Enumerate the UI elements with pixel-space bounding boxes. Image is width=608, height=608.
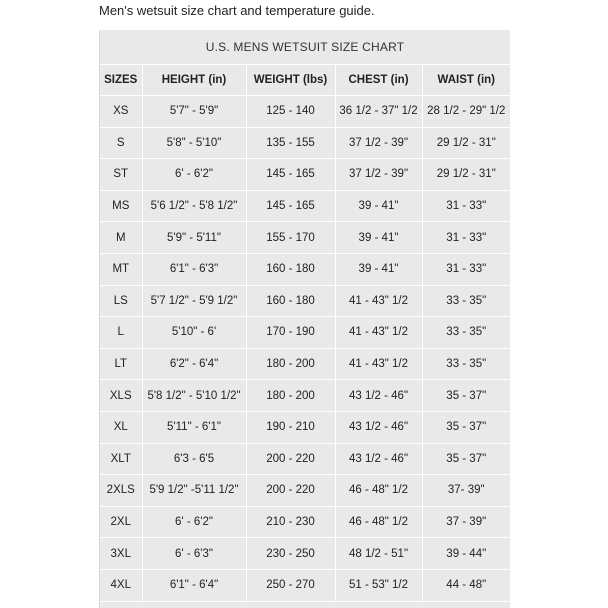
table-row [100, 127, 510, 159]
size-chart [99, 30, 510, 608]
weight-cell: 190 - 210 [246, 411, 335, 443]
chest-cell: 46 - 48" 1/2 [335, 506, 422, 538]
height-cell: 5'8" - 5'10" [142, 127, 246, 159]
chest-cell: 39 - 41" [335, 190, 422, 222]
chest-cell: 48 1/2 - 51" [335, 538, 422, 570]
size-cell: XLT [100, 443, 142, 475]
weight-cell: 250 - 270 [246, 569, 335, 601]
waist-cell: 35 - 37" [422, 411, 510, 443]
size-cell: XS [100, 96, 142, 128]
chest-cell: 41 - 43" 1/2 [335, 348, 422, 380]
weight-cell: 170 - 190 [246, 317, 335, 349]
waist-cell: 35 - 37" [422, 380, 510, 412]
height-cell: 5'10" - 6' [142, 317, 246, 349]
height-cell: 5'11" - 6'1" [142, 411, 246, 443]
waist-cell: 44 - 48" [422, 569, 510, 601]
weight-cell: 210 - 230 [246, 506, 335, 538]
weight-cell: 145 - 165 [246, 190, 335, 222]
waist-cell: 33 - 35" [422, 285, 510, 317]
header-waist: WAIST (in) [422, 65, 510, 96]
header-sizes: SIZES [100, 65, 142, 96]
size-cell: M [100, 222, 142, 254]
chest-cell: 43 1/2 - 46" [335, 443, 422, 475]
header-chest: CHEST (in) [335, 65, 422, 96]
weight-cell: 155 - 170 [246, 222, 335, 254]
height-cell: 6' - 6'2" [142, 159, 246, 191]
height-cell: 5'9 1/2" -5'11 1/2" [142, 475, 246, 507]
height-cell: 5'8 1/2" - 5'10 1/2" [142, 380, 246, 412]
chest-cell: 37 1/2 - 39" [335, 159, 422, 191]
chest-cell: 36 1/2 - 37" 1/2 [335, 96, 422, 128]
size-rows [100, 96, 510, 602]
chest-cell: 41 - 43" 1/2 [335, 285, 422, 317]
waist-cell: 29 1/2 - 31" [422, 127, 510, 159]
table-row [100, 348, 510, 380]
height-cell: 5'9" - 5'11" [142, 222, 246, 254]
weight-cell: 200 - 220 [246, 443, 335, 475]
waist-cell: 35 - 37" [422, 443, 510, 475]
height-cell: 6'2" - 6'4" [142, 348, 246, 380]
size-cell: LS [100, 285, 142, 317]
table-row [100, 380, 510, 412]
height-cell: 6'1" - 6'4" [142, 569, 246, 601]
waist-cell: 28 1/2 - 29" 1/2 [422, 96, 510, 128]
chest-cell: 39 - 41" [335, 253, 422, 285]
waist-cell: 31 - 33" [422, 253, 510, 285]
height-cell: 5'7 1/2" - 5'9 1/2" [142, 285, 246, 317]
weight-cell: 230 - 250 [246, 538, 335, 570]
height-cell: 6' - 6'3" [142, 538, 246, 570]
chest-cell: 41 - 43" 1/2 [335, 317, 422, 349]
table-row [100, 222, 510, 254]
table-row [100, 159, 510, 191]
weight-cell: 180 - 200 [246, 380, 335, 412]
weight-cell: 125 - 140 [246, 96, 335, 128]
size-cell: 2XL [100, 506, 142, 538]
table-row [100, 569, 510, 601]
size-cell: MT [100, 253, 142, 285]
size-chart-title: U.S. MENS WETSUIT SIZE CHART [100, 30, 510, 65]
waist-cell: 33 - 35" [422, 348, 510, 380]
height-cell: 6'1" - 6'3" [142, 253, 246, 285]
header-row [100, 65, 510, 96]
table-row [100, 96, 510, 128]
waist-cell: 33 - 35" [422, 317, 510, 349]
height-cell: 5'7" - 5'9" [142, 96, 246, 128]
table-row [100, 506, 510, 538]
waist-cell: 29 1/2 - 31" [422, 159, 510, 191]
weight-cell: 145 - 165 [246, 159, 335, 191]
weight-cell: 160 - 180 [246, 253, 335, 285]
size-cell: ST [100, 159, 142, 191]
header-height: HEIGHT (in) [142, 65, 246, 96]
waist-cell: 37- 39" [422, 475, 510, 507]
size-cell: 3XL [100, 538, 142, 570]
size-cell: MS [100, 190, 142, 222]
table-row [100, 285, 510, 317]
waist-cell: 31 - 33" [422, 190, 510, 222]
size-cell: S [100, 127, 142, 159]
chest-cell: 37 1/2 - 39" [335, 127, 422, 159]
table-row [100, 190, 510, 222]
chest-cell: 43 1/2 - 46" [335, 411, 422, 443]
table-row [100, 443, 510, 475]
height-cell: 6' - 6'2" [142, 506, 246, 538]
weight-cell: 200 - 220 [246, 475, 335, 507]
weight-cell: 180 - 200 [246, 348, 335, 380]
header-weight: WEIGHT (lbs) [246, 65, 335, 96]
chest-cell: 43 1/2 - 46" [335, 380, 422, 412]
waist-cell: 37 - 39" [422, 506, 510, 538]
height-cell: 6'3 - 6'5 [142, 443, 246, 475]
size-chart-table [100, 65, 510, 602]
size-cell: 2XLS [100, 475, 142, 507]
size-cell: 4XL [100, 569, 142, 601]
size-cell: LT [100, 348, 142, 380]
table-row [100, 253, 510, 285]
weight-cell: 135 - 155 [246, 127, 335, 159]
table-row [100, 411, 510, 443]
chest-cell: 39 - 41" [335, 222, 422, 254]
size-cell: L [100, 317, 142, 349]
chest-cell: 51 - 53" 1/2 [335, 569, 422, 601]
waist-cell: 31 - 33" [422, 222, 510, 254]
table-row [100, 317, 510, 349]
table-row [100, 538, 510, 570]
weight-cell: 160 - 180 [246, 285, 335, 317]
size-cell: XLS [100, 380, 142, 412]
chest-cell: 46 - 48" 1/2 [335, 475, 422, 507]
waist-cell: 39 - 44" [422, 538, 510, 570]
table-row [100, 475, 510, 507]
height-cell: 5'6 1/2" - 5'8 1/2" [142, 190, 246, 222]
page-caption: Men's wetsuit size chart and temperature guide. [99, 3, 375, 18]
size-cell: XL [100, 411, 142, 443]
